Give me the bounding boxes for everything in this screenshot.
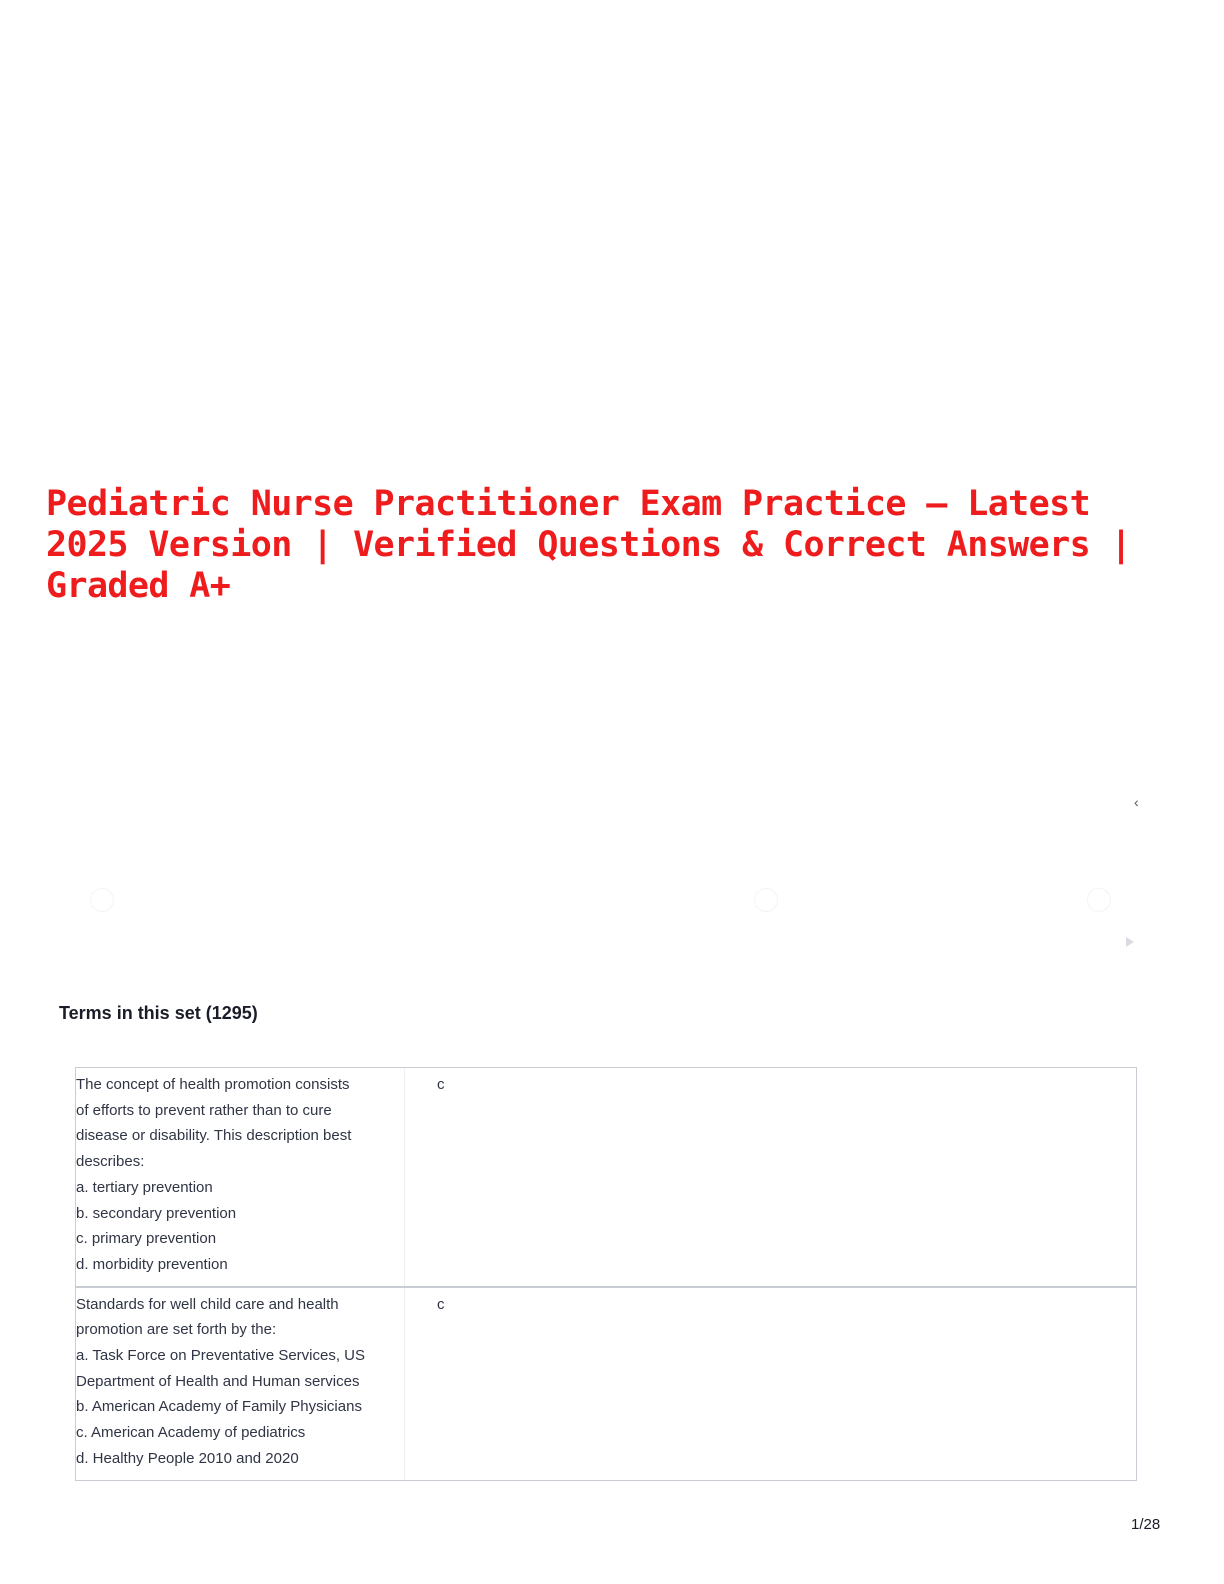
- term-answer: c: [437, 1295, 445, 1313]
- question-line: Standards for well child care and health: [76, 1295, 339, 1313]
- question-line: promotion are set forth by the:: [76, 1321, 277, 1339]
- question-line: of efforts to prevent rather than to cure: [76, 1101, 332, 1119]
- document-title: [46, 484, 1186, 607]
- faded-circle-icon: [754, 888, 778, 912]
- term-row: [76, 1288, 1136, 1480]
- term-answer: c: [437, 1076, 445, 1093]
- faded-circle-icon: [90, 888, 114, 912]
- terms-table: [75, 1067, 1137, 1481]
- question-option: Department of Health and Human services: [76, 1372, 360, 1390]
- question-line: disease or disability. This description best: [76, 1127, 352, 1145]
- faded-circle-icon: [1087, 888, 1111, 912]
- question-option: c. primary prevention: [76, 1230, 217, 1248]
- question-option: d. morbidity prevention: [76, 1255, 228, 1273]
- document-title-line: Graded A+: [46, 566, 231, 606]
- document-title-line: Pediatric Nurse Practitioner Exam Practice – Latest: [46, 484, 1091, 524]
- question-option: c. American Academy of pediatrics: [76, 1424, 306, 1442]
- page-number: 1/28: [1131, 1516, 1161, 1533]
- term-question: [76, 1068, 405, 1286]
- terms-set-heading: Terms in this set (1295): [59, 1003, 258, 1023]
- question-option: a. tertiary prevention: [76, 1178, 213, 1196]
- term-row: [76, 1068, 1136, 1288]
- stray-chevron-mark: ‹: [1134, 794, 1139, 810]
- faded-play-arrow-icon: [1126, 937, 1134, 947]
- question-line: The concept of health promotion consists: [76, 1076, 350, 1093]
- question-option: b. secondary prevention: [76, 1204, 237, 1222]
- term-question: [76, 1288, 405, 1480]
- question-line: describes:: [76, 1153, 145, 1171]
- question-option: d. Healthy People 2010 and 2020: [76, 1449, 299, 1467]
- document-title-line: 2025 Version | Verified Questions & Correct Answers |: [46, 525, 1132, 565]
- question-option: b. American Academy of Family Physicians: [76, 1398, 362, 1416]
- question-option: a. Task Force on Preventative Services, US: [76, 1347, 366, 1365]
